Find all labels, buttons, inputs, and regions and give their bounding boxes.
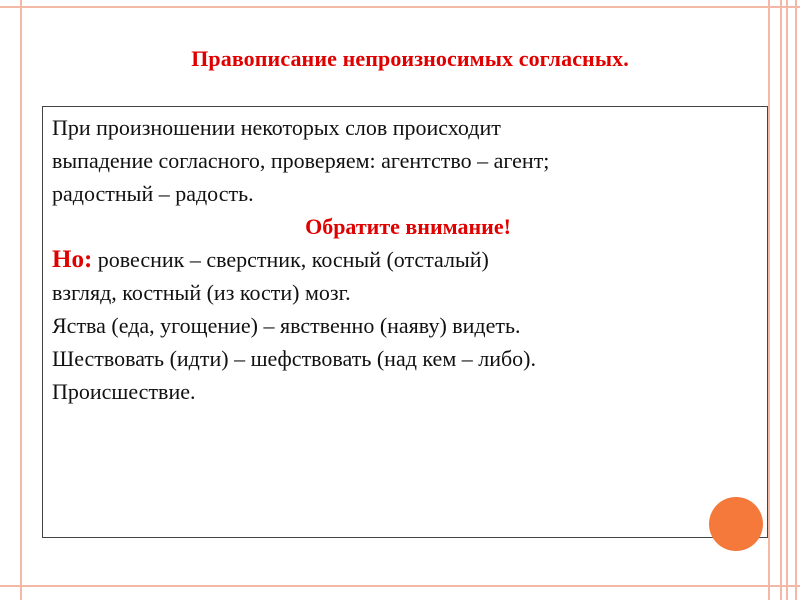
frame-line-right-4: [795, 0, 797, 600]
exception-line-5: Происшествие.: [52, 379, 196, 404]
decorative-circle: [710, 498, 762, 550]
frame-line-right-1: [768, 0, 770, 600]
exception-lead: Но:: [52, 246, 93, 273]
frame-line-right-2: [780, 0, 782, 600]
paragraph-line-2: выпадение согласного, проверяем: агентство – агент;: [52, 148, 550, 173]
paragraph-line-1: При произношении некоторых слов происходит: [52, 115, 501, 140]
rule-text: [52, 111, 764, 408]
slide-title: Правописание непроизносимых согласных.: [191, 46, 629, 71]
exception-line-3: Яства (еда, угощение) – явственно (наяву) видеть.: [52, 313, 521, 338]
frame-line-left: [20, 0, 22, 600]
exception-line-4: Шествовать (идти) – шефствовать (над кем – либо).: [52, 346, 537, 371]
exception-line-2: взгляд, костный (из кости) мозг.: [52, 280, 351, 305]
paragraph-line-3: радостный – радость.: [52, 181, 254, 206]
attention-note: Обратите внимание!: [305, 214, 511, 239]
content-box: [42, 106, 768, 538]
exception-line-1: [52, 243, 764, 276]
frame-line-top: [0, 6, 800, 8]
frame-line-right-3: [786, 0, 788, 600]
exception-line-1-text: ровесник – сверстник, косный (отсталый): [92, 247, 489, 272]
frame-line-bottom: [0, 585, 800, 587]
